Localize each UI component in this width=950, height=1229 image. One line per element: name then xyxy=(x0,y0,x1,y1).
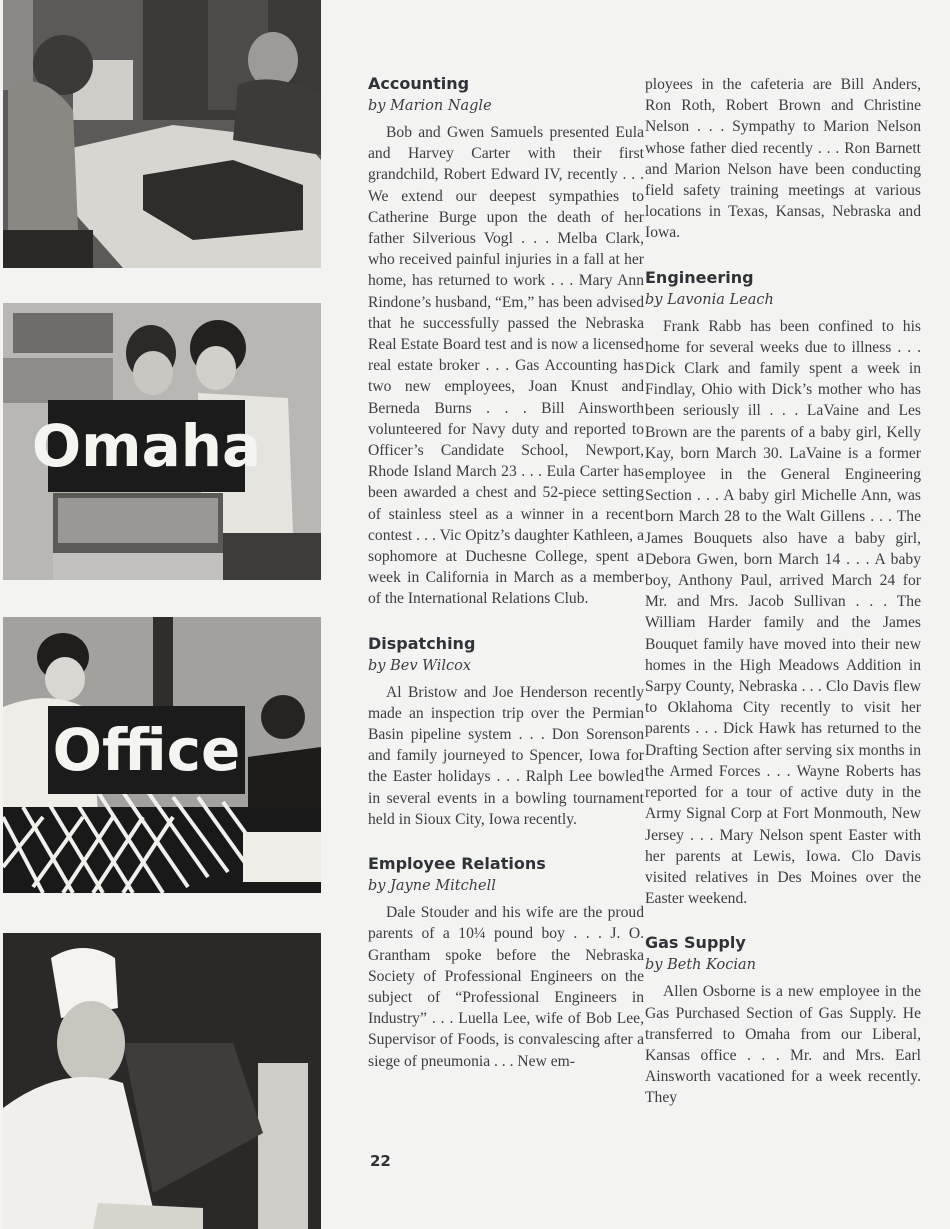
photo-column xyxy=(0,0,330,1229)
text-column-right xyxy=(645,74,921,1109)
section-title: Dispatching xyxy=(368,633,476,653)
omaha-sign: Omaha xyxy=(48,400,245,492)
section-body: Dale Stouder and his wife are the proud parents of a 10¼ pound boy . . . J. O. Grantham spoke before the Nebraska Society of Professional Engineers on the subject of “Professional Engineers in Industry” . . . Luella Lee, wife of Bob Lee, Supervisor of Foods, is convalescing after a siege of pneumonia . . . New em- xyxy=(368,904,644,1070)
section-byline: by Bev Wilcox xyxy=(368,657,472,674)
office-sign: Office xyxy=(48,706,245,794)
section-body: Bob and Gwen Samuels presented Eula and Harvey Carter with their first grandchild, Robert Edward IV, recently . . . We extend our deepest sympathies to Catherine Burge upon the death of her father Silverious Vogl . . . Melba Clark, who received painful injuries in a fall at her home, has returned to work . . . Mary Ann Rindone’s husband, “Em,” has been advised that he successfully passed the Nebraska Real Estate Board test and is now a licensed real estate broker . . . Gas Accounting has two new employees, Joan Knust and Berneda Burns . . . Bill Ainsworth volunteered for Navy duty and reported to Officer’s Candidate School, Newport, Rhode Island March 23 . . . Eula Carter has been awarded a chest and 52-piece setting of stainless steel as a winner in a recent contest . . . Vic Opitz’s daughter Kathleen, a sophomore at Duchesne College, spent a week in California in March as a member of the International Relations Club. xyxy=(368,124,644,608)
section-body: Frank Rabb has been confined to his home for several weeks due to illness . . . Dick Clark and family spent a week in Findlay, Ohio with Dick’s mother who has been seriously ill . . . LaVaine and Les Brown are the parents of a baby girl, Kelly Kay, born March 30. LaVaine is a former employee in the General Engineering Section . . . A baby girl Michelle Ann, was born March 28 to the Walt Gillens . . . The James Bouquets also have a baby girl, Debora Gwen, born March 14 . . . A baby boy, Anthony Paul, arrived March 24 for Mr. and Mrs. Jacob Sullivan . . . The William Harder family and the James Bouquet family have moved into their new homes in the High Meadows Addition in Sarpy County, Nebraska . . . Clo Davis flew to Oklahoma City recently to visit her parents . . . Dick Hawk has returned to the Drafting Section after serving six months in the Armed Forces . . . Wayne Roberts has reported for a tour of active duty in the Army Signal Corp at Fort Monmouth, New Jersey . . . Mary Nelson spent Easter with her parents at Lewis, Iowa. Clo Davis visited relatives in Des Moines over the Easter weekend. xyxy=(645,317,921,908)
photo-accounting-desk xyxy=(3,0,321,268)
photo-chef xyxy=(3,933,321,1229)
section-byline: by Beth Kocian xyxy=(645,957,757,974)
section-byline: by Marion Nagle xyxy=(368,98,492,114)
section-title: Engineering xyxy=(645,267,754,287)
text-column-left xyxy=(368,74,644,1072)
section-body-continued: ployees in the cafeteria are Bill Anders, Ron Roth, Robert Brown and Christine Nelson . . . Sympathy to Marion Nelson whose father died recently . . . Ron Barnett and Marion Nelson have been conducting field safety training meetings at various locations in Texas, Kansas, Nebraska and Iowa. xyxy=(645,76,921,242)
section-dispatching xyxy=(368,634,644,830)
section-title: Employee Relations xyxy=(368,854,546,874)
section-accounting xyxy=(368,74,644,610)
section-title: Accounting xyxy=(368,74,470,93)
section-engineering xyxy=(645,268,921,910)
section-byline: by Jayne Mitchell xyxy=(368,878,496,895)
section-title: Gas Supply xyxy=(645,933,746,953)
page-number: 22 xyxy=(370,1152,391,1170)
section-byline: by Lavonia Leach xyxy=(645,291,774,308)
section-employee-relations xyxy=(368,854,644,1072)
section-body: Allen Osborne is a new employee in the Gas Purchased Section of Gas Supply. He transferred to Omaha from our Liberal, Kansas office . . . Mr. and Mrs. Earl Ainsworth vacationed for a week recently. They xyxy=(645,983,921,1107)
section-gas-supply xyxy=(645,933,921,1108)
section-body: Al Bristow and Joe Henderson recently made an inspection trip over the Permian Basin pipeline system . . . Don Sorenson and family journeyed to Spencer, Iowa for the Easter holidays . . . Ralph Lee bowled in several events in a bowling tournament held in Sioux City, Iowa recently. xyxy=(368,683,644,828)
